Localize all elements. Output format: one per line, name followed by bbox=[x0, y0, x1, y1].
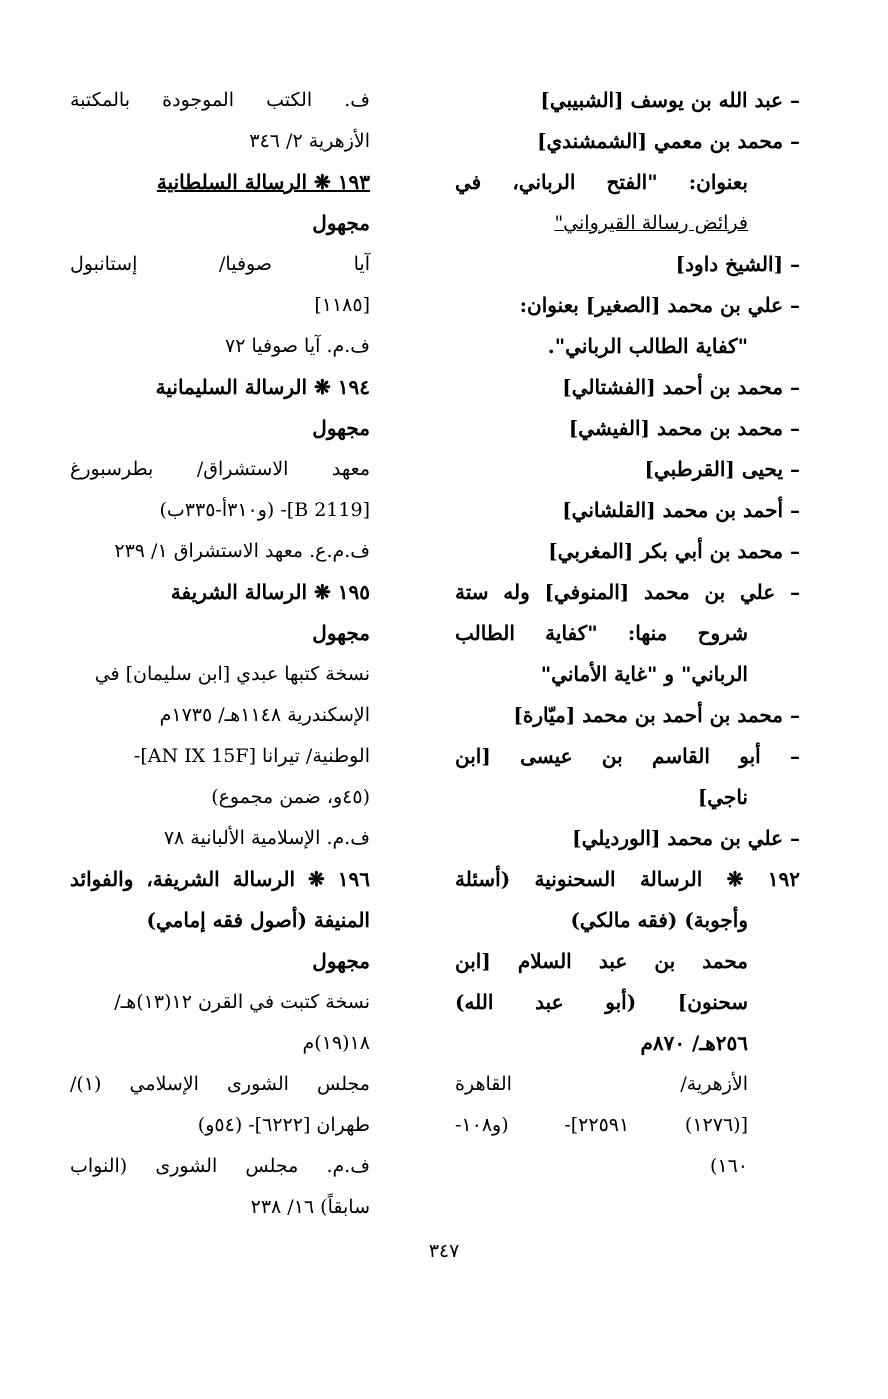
text-line: شروح منها: "كفاية الطالب bbox=[455, 621, 748, 645]
text-line: طهران [٦٢٢٢]- (٥٤و) bbox=[197, 1114, 370, 1136]
text-line: – علي بن محمد [الصغير] بعنوان: bbox=[519, 293, 800, 317]
text-line: الأزهرية ٢/ ٣٤٦ bbox=[249, 130, 370, 152]
text-line: ناجي] bbox=[697, 785, 748, 809]
text-line: ف.م. الإسلامية الألبانية ٧٨ bbox=[163, 827, 370, 849]
text-line: ف.م.ع. معهد الاستشراق ١/ ٢٣٩ bbox=[114, 540, 370, 562]
text-line: الأزهرية/ القاهرة bbox=[455, 1073, 748, 1095]
text-line: – أبو القاسم بن عيسى [ابن bbox=[455, 744, 800, 768]
author-line: محمد بن عبد السلام [ابن bbox=[455, 949, 748, 973]
text-line: ١٦٠) bbox=[709, 1155, 748, 1177]
text-line: المنيفة (أصول فقه إمامي) bbox=[146, 908, 370, 932]
entry-heading: ١٩٤ ❋ الرسالة السليمانية bbox=[155, 375, 370, 399]
text-line: فرائض رسالة القيرواني" bbox=[554, 212, 748, 234]
text-line: [١١٨٥] bbox=[314, 294, 370, 316]
text-line: "كفاية الطالب الرباني". bbox=[547, 334, 748, 358]
text-line: سابقاً) ١٦/ ٢٣٨ bbox=[250, 1196, 370, 1218]
text-line: – يحيى [القرطبي] bbox=[644, 457, 800, 481]
text-line: – محمد بن أبي بكر [المغربي] bbox=[548, 539, 800, 563]
left-column bbox=[70, 80, 370, 1228]
text-line: – [الشيخ داود] bbox=[675, 252, 800, 276]
entry-heading: ١٩٦ ❋ الرسالة الشريفة، والفوائد bbox=[70, 867, 370, 891]
text-line: – محمد بن معمي [الشمشندي] bbox=[537, 129, 800, 153]
author-line: مجهول bbox=[312, 211, 370, 235]
author-line: مجهول bbox=[312, 416, 370, 440]
text-line: – محمد بن أحمد [الفشتالي] bbox=[562, 375, 800, 399]
text-line: – محمد بن محمد [الفيشي] bbox=[568, 416, 800, 440]
text-line: وأجوبة) (فقه مالكي) bbox=[570, 908, 748, 932]
text-line: ف.م. مجلس الشورى (النواب bbox=[70, 1155, 370, 1177]
text-line: [B 2119]- (و٣١٠أ-٣٣٥ب) bbox=[159, 499, 370, 521]
text-line: ف. الكتب الموجودة بالمكتبة bbox=[70, 89, 370, 111]
text-line: الوطنية/ تيرانا [AN IX 15F]- bbox=[133, 745, 370, 767]
right-column bbox=[455, 80, 800, 1187]
text-line: نسخة كتبها عبدي [ابن سليمان] في bbox=[94, 663, 370, 685]
text-line: [(١٢٧٦) ٢٢٥٩١]- (و١٠٨- bbox=[455, 1114, 748, 1136]
text-line: ف.م. آيا صوفيا ٧٢ bbox=[225, 335, 370, 357]
text-line: الإسكندرية ١١٤٨هـ/ ١٧٣٥م bbox=[159, 704, 370, 726]
text-line: – علي بن محمد [الورديلي] bbox=[572, 826, 800, 850]
entry-heading: ١٩٥ ❋ الرسالة الشريفة bbox=[170, 580, 370, 604]
text-line: – علي بن محمد [المنوفي] وله ستة bbox=[455, 580, 800, 604]
date-line: ٢٥٦هـ/ ٨٧٠م bbox=[640, 1031, 748, 1055]
text-line: (٤٥و، ضمن مجموع) bbox=[211, 786, 370, 808]
text-line: الرباني" و "غاية الأماني" bbox=[540, 662, 748, 686]
entry-heading: ١٩٢ ❋ الرسالة السحنونية (أسئلة bbox=[455, 867, 800, 891]
page-number: ٣٤٧ bbox=[428, 1240, 460, 1262]
text-line: ١٨(١٩)م bbox=[302, 1032, 370, 1054]
text-line: مجلس الشورى الإسلامي (١)/ bbox=[70, 1073, 370, 1095]
text-line: – محمد بن أحمد بن محمد [ميّارة] bbox=[513, 703, 800, 727]
text-line: – أحمد بن محمد [القلشاني] bbox=[562, 498, 800, 522]
author-line: سحنون] (أبو عبد الله) bbox=[455, 990, 748, 1014]
text-line: معهد الاستشراق/ بطرسبورغ bbox=[70, 458, 370, 480]
author-line: مجهول bbox=[312, 949, 370, 973]
text-line: آيا صوفيا/ إستانبول bbox=[70, 253, 370, 275]
author-line: مجهول bbox=[312, 621, 370, 645]
entry-heading: ١٩٣ ❋ الرسالة السلطانية bbox=[156, 170, 370, 194]
text-line: بعنوان: "الفتح الرباني، في bbox=[455, 170, 748, 194]
text-line: نسخة كتبت في القرن ١٢(١٣)هـ/ bbox=[114, 991, 370, 1013]
text-line: – عبد الله بن يوسف [الشبيبي] bbox=[540, 88, 800, 112]
